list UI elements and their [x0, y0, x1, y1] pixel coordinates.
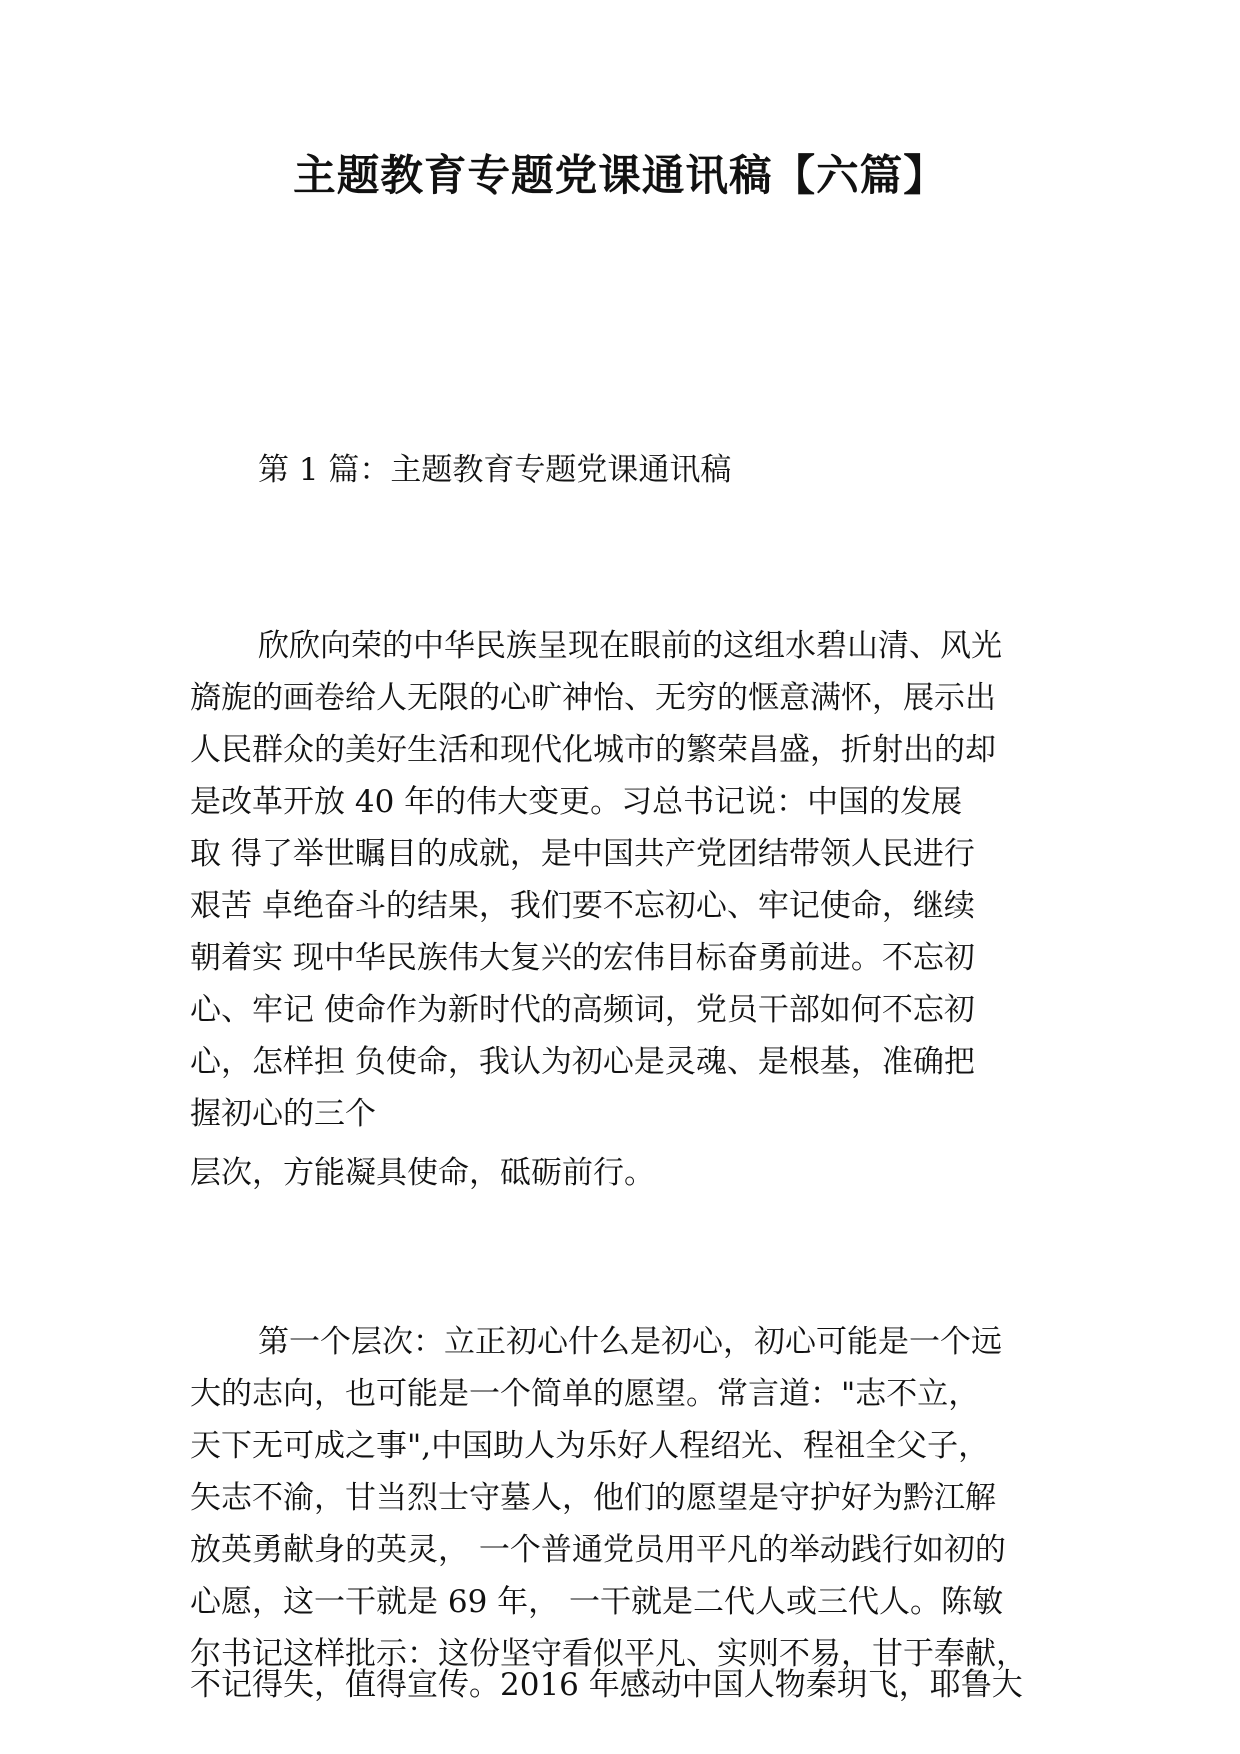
paragraph-2	[190, 1316, 1027, 1680]
document-title: 主题教育专题党课通讯稿【六篇】	[293, 151, 947, 201]
paragraph-line: 取 得了举世瞩目的成就，是中国共产党团结带领人民进行	[190, 836, 975, 872]
paragraph-line: 矢志不渝，甘当烈士守墓人，他们的愿望是守护好为黔江解	[190, 1480, 996, 1516]
paragraph-line: 心、牢记 使命作为新时代的高频词，党员干部如何不忘初	[190, 992, 975, 1028]
paragraph-line: 朝着实 现中华民族伟大复兴的宏伟目标奋勇前进。不忘初	[190, 940, 975, 976]
paragraph-line: 心愿，这一干就是 69 年， 一干就是二代人或三代人。陈敏	[190, 1584, 1004, 1620]
paragraph-line: 握初心的三个	[190, 1096, 376, 1132]
paragraph-line: 心，怎样担 负使命，我认为初心是灵魂、是根基，准确把	[190, 1044, 975, 1080]
paragraph-3-line: 不记得失，值得宣传。2016 年感动中国人物秦玥飞，耶鲁大	[190, 1667, 1023, 1703]
paragraph-1	[190, 620, 1002, 1140]
paragraph-line: 第一个层次：立正初心什么是初心，初心可能是一个远	[258, 1324, 1002, 1360]
paragraph-line: 尔书记这样批示：这份坚守看似平凡、实则不易，甘于奉献，	[190, 1636, 1027, 1672]
paragraph-line: 是改革开放 40 年的伟大变更。习总书记说：中国的发展	[190, 784, 963, 820]
paragraph-line: 人民群众的美好生活和现代化城市的繁荣昌盛，折射出的却	[190, 732, 996, 768]
paragraph-line: 大的志向，也可能是一个简单的愿望。常言道："志不立，	[190, 1376, 980, 1412]
paragraph-1-tail: 层次，方能凝具使命，砥砺前行。	[190, 1155, 655, 1191]
paragraph-line: 艰苦 卓绝奋斗的结果，我们要不忘初心、牢记使命，继续	[190, 888, 975, 924]
paragraph-line: 放英勇献身的英灵， 一个普通党员用平凡的举动践行如初的	[190, 1532, 1006, 1568]
paragraph-line: 旖旎的画卷给人无限的心旷神怡、无穷的惬意满怀，展示出	[190, 680, 996, 716]
paragraph-line: 欣欣向荣的中华民族呈现在眼前的这组水碧山清、风光	[258, 628, 1002, 664]
paragraph-line: 天下无可成之事",中国助人为乐好人程绍光、程祖全父子，	[190, 1428, 990, 1464]
section-heading: 第 1 篇：主题教育专题党课通讯稿	[258, 452, 732, 488]
